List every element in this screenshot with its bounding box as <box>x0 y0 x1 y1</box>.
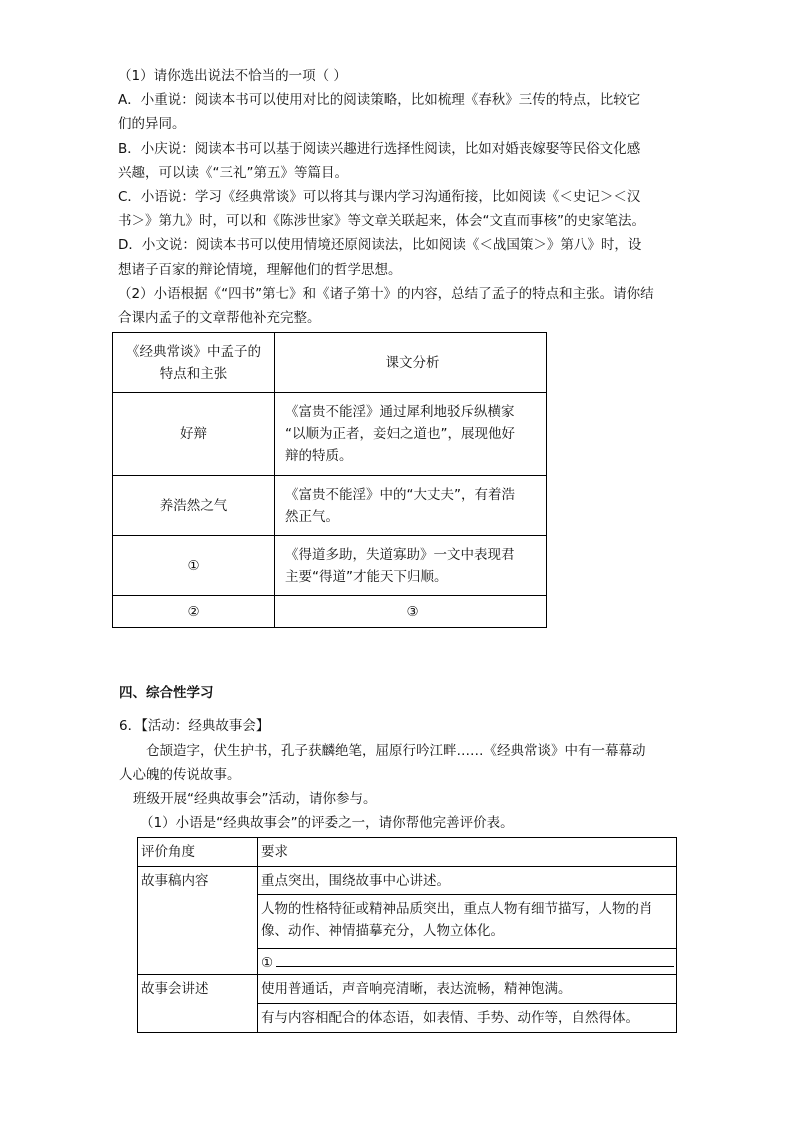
option-b-line2: 兴趣，可以读《“三礼”第五》等篇目。 <box>118 165 348 181</box>
table-header-row <box>113 333 547 393</box>
q5-sub2-line1: （2）小语根据《“四书”第七》和《诸子第十》的内容，总结了孟子的特点和主张。请你结 <box>118 286 654 302</box>
q5-sub1-title: （1）请你选出说法不恰当的一项（ ） <box>118 68 347 84</box>
table-row <box>113 536 547 596</box>
option-d-line2: 想诸子百家的辩论情境，理解他们的哲学思想。 <box>118 262 402 278</box>
requirement-cell: 使用普通话，声音响亮清晰，表达流畅，精神饱满。 <box>258 975 677 1004</box>
analysis-cell: 《富贵不能淫》中的“大丈夫”，有着浩 然正气。 <box>275 476 547 536</box>
header-cell-requirement: 要求 <box>258 838 677 867</box>
trait-cell: 养浩然之气 <box>113 476 275 536</box>
answer-underline[interactable] <box>276 966 674 967</box>
analysis-cell: 《得道多助，失道寡助》一文中表现君 主要“得道”才能天下归顺。 <box>275 536 547 596</box>
mencius-table <box>112 332 547 628</box>
requirement-cell: 有与内容相配合的体态语，如表情、手势、动作等，自然得体。 <box>258 1004 677 1033</box>
q6-intro-line3: 班级开展“经典故事会”活动，请你参与。 <box>133 791 377 807</box>
option-b-line1: B．小庆说：阅读本书可以基于阅读兴趣进行选择性阅读，比如对婚丧嫁娶等民俗文化感 <box>118 141 641 157</box>
analysis-cell: 《富贵不能淫》通过犀利地驳斥纵横家 “以顺为正者，妾妇之道也”，展现他好 辩的特质。 <box>275 393 547 476</box>
section-heading: 四、综合性学习 <box>119 685 214 701</box>
option-c-line1: C．小语说：学习《经典常谈》可以将其与课内学习沟通衔接，比如阅读《＜史记＞＜汉 <box>118 189 641 205</box>
q6-sub1: （1）小语是“经典故事会”的评委之一，请你帮他完善评价表。 <box>140 815 514 831</box>
table-row <box>113 596 547 628</box>
q6-intro-line2: 人心魄的传说故事。 <box>119 767 241 783</box>
requirement-cell: 人物的性格特征或精神品质突出，重点人物有细节描写，人物的肖 像、动作、神情描摹充分，人物立体化。 <box>258 895 677 949</box>
q6-title: 6．【活动：经典故事会】 <box>119 718 270 734</box>
blank-answer-cell <box>258 949 677 975</box>
category-cell: 故事稿内容 <box>138 867 258 975</box>
trait-cell: 好辩 <box>113 393 275 476</box>
evaluation-table <box>137 837 677 1033</box>
q5-sub2-line2: 合课内孟子的文章帮他补充完整。 <box>118 310 321 326</box>
requirement-cell: 重点突出，围绕故事中心讲述。 <box>258 867 677 895</box>
option-c-line2: 书＞》第九》时，可以和《陈涉世家》等文章关联起来，体会“文直而事核”的史家笔法。 <box>118 213 645 229</box>
table-row <box>138 975 677 1004</box>
blank-marker-2: ② <box>113 596 275 628</box>
blank-marker-1: ① <box>113 536 275 596</box>
header-cell-traits: 《经典常谈》中孟子的 特点和主张 <box>113 333 275 393</box>
option-d-line1: D．小文说：阅读本书可以使用情境还原阅读法，比如阅读《＜战国策＞》第八》时，设 <box>118 237 642 253</box>
category-cell: 故事会讲述 <box>138 975 258 1033</box>
option-a-line2: 们的异同。 <box>118 116 186 132</box>
option-a-line1: A．小重说：阅读本书可以使用对比的阅读策略，比如梳理《春秋》三传的特点，比较它 <box>118 92 641 108</box>
table-row <box>138 867 677 895</box>
table-row <box>113 393 547 476</box>
header-cell-angle: 评价角度 <box>138 838 258 867</box>
table-header-row <box>138 838 677 867</box>
blank-marker-3: ③ <box>275 596 547 628</box>
table-row <box>113 476 547 536</box>
blank-marker-1: ① <box>261 955 274 971</box>
q6-intro-line1: 仓颉造字，伏生护书，孔子获麟绝笔，屈原行吟江畔……《经典常谈》中有一幕幕动 <box>146 743 646 759</box>
header-cell-analysis: 课文分析 <box>275 333 547 393</box>
